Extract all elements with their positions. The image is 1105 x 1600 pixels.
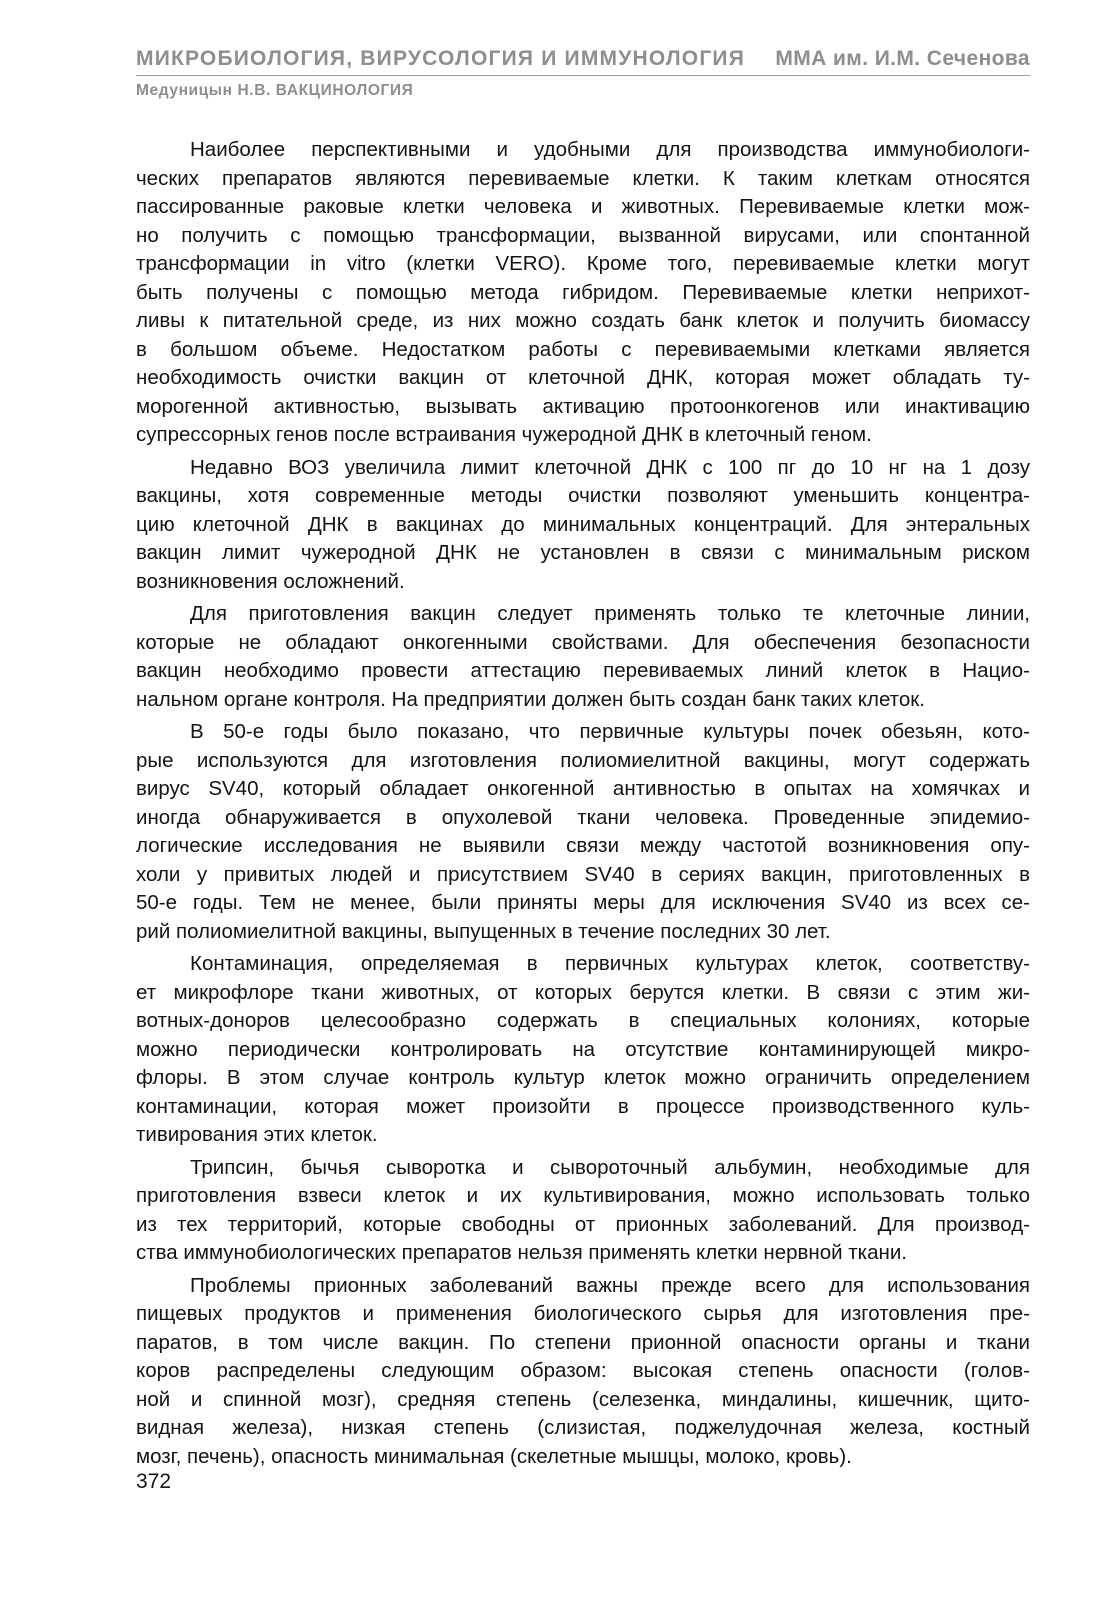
text-line: ливы к питательной среде, из них можно создать банк клеток и получить биомассу: [136, 309, 1030, 332]
text-line: быть получены с помощью метода гибридом. Перевиваемые клетки неприхот-: [136, 280, 1030, 304]
text-line: логические исследования не выявили связи между частотой возникновения опу-: [136, 834, 1030, 857]
paragraph: [136, 136, 1030, 450]
header-book-title: Медуницын Н.В. ВАКЦИНОЛОГИЯ: [136, 82, 414, 99]
text-line: пищевых продуктов и применения биологического сырья для изготовления пре-: [136, 1302, 1030, 1325]
text-line: флоры. В этом случае контроль культур клеток можно ограничить определением: [136, 1066, 1030, 1089]
text-line: морогенной активностью, вызывать активацию протоонкогенов или инактивацию: [136, 394, 1030, 418]
main-text: [136, 136, 1030, 1475]
paragraph: [136, 718, 1030, 946]
running-header: [136, 47, 1030, 100]
text-line: коров распределены следующим образом: высокая степень опасности (голов-: [136, 1359, 1030, 1382]
header-subject-title: МИКРОБИОЛОГИЯ, ВИРУСОЛОГИЯ И ИММУНОЛОГИЯ: [136, 47, 746, 70]
text-line: контаминации, которая может произойти в процессе производственного куль-: [136, 1094, 1030, 1118]
page-number: 372: [136, 1470, 172, 1493]
text-line: вирус SV40, который обладает онкогенной антивностью в опытах на хомячках и: [136, 777, 1030, 800]
text-line: ет микрофлоре ткани животных, от которых берутся клетки. В связи с этим жи-: [136, 980, 1030, 1004]
text-line: возникновения осложнений.: [136, 569, 405, 593]
text-line: Недавно ВОЗ увеличила лимит клеточной ДНК с 100 пг до 10 нг на 1 дозу: [190, 455, 1030, 479]
header-rule: [136, 47, 1030, 76]
text-line: пассированные раковые клетки человека и животных. Перевиваемые клетки мож-: [136, 195, 1030, 218]
text-line: Для приготовления вакцин следует применять только те клеточные линии,: [190, 602, 1030, 625]
text-line: рые используются для изготовления полиомиелитной вакцины, могут содержать: [136, 748, 1030, 772]
text-line: видная железа), низкая степень (слизистая, поджелудочная железа, костный: [136, 1416, 1030, 1439]
text-line: ства иммунобиологических препаратов нельзя применять клетки нервной ткани.: [136, 1241, 907, 1264]
text-line: которые не обладают онкогенными свойствами. Для обеспечения безопасности: [136, 630, 1030, 654]
text-line: рий полиомиелитной вакцины, выпущенных в течение последних 30 лет.: [136, 919, 831, 943]
text-line: Наиболее перспективными и удобными для производства иммунобиологи-: [190, 138, 1030, 161]
header-institution: ММА им. И.М. Сеченова: [775, 47, 1030, 70]
paragraph: [136, 1272, 1030, 1472]
text-line: ческих препаратов являются перевиваемые клетки. К таким клеткам относятся: [136, 166, 1030, 190]
text-line: тивирования этих клеток.: [136, 1123, 378, 1146]
text-line: В 50-е годы было показано, что первичные культуры почек обезьян, кото-: [190, 720, 1030, 743]
text-line: Трипсин, бычья сыворотка и сывороточный альбумин, необходимые для: [190, 1155, 1030, 1179]
text-line: вакцин лимит чужеродной ДНК не установлен в связи с минимальным риском: [136, 541, 1030, 564]
text-line: Проблемы прионных заболеваний важны прежде всего для использования: [190, 1273, 1030, 1297]
text-line: вакцины, хотя современные методы очистки позволяют уменьшить концентра-: [136, 484, 1030, 507]
text-line: но получить с помощью трансформации, вызванной вирусами, или спонтанной: [136, 223, 1030, 247]
text-line: в большом объеме. Недостатком работы с перевиваемыми клетками является: [136, 337, 1030, 361]
text-line: ной и спинной мозг), средняя степень (селезенка, миндалины, кишечник, щито-: [136, 1387, 1030, 1411]
text-line: необходимость очистки вакцин от клеточной ДНК, которая может обладать ту-: [136, 366, 1030, 389]
text-line: вотных-доноров целесообразно содержать в специальных колониях, которые: [136, 1009, 1030, 1032]
text-line: можно периодически контролировать на отсутствие контаминирующей микро-: [136, 1037, 1030, 1061]
text-line: Контаминация, определяемая в первичных культурах клеток, соответству-: [190, 952, 1030, 975]
text-line: супрессорных генов после встраивания чужеродной ДНК в клеточный геном.: [136, 423, 872, 446]
text-line: цию клеточной ДНК в вакцинах до минимальных концентраций. Для энтеральных: [136, 512, 1030, 536]
text-line: паратов, в том числе вакцин. По степени прионной опасности органы и ткани: [136, 1330, 1030, 1354]
text-line: вакцин необходимо провести аттестацию перевиваемых линий клеток в Нацио-: [136, 659, 1030, 682]
text-line: трансформации in vitro (клетки VERO). Кроме того, перевиваемые клетки могут: [136, 252, 1030, 275]
paragraph: [136, 950, 1030, 1150]
text-line: иногда обнаруживается в опухолевой ткани человека. Проведенные эпидемио-: [136, 805, 1030, 829]
text-line: из тех территорий, которые свободны от прионных заболеваний. Для производ-: [136, 1212, 1030, 1236]
paragraph: [136, 600, 1030, 714]
text-line: 50-е годы. Тем не менее, были приняты меры для исключения SV40 из всех се-: [136, 891, 1030, 914]
text-line: холи у привитых людей и присутствием SV40 в сериях вакцин, приготовленных в: [136, 862, 1030, 886]
paragraph: [136, 1154, 1030, 1268]
text-line: мозг, печень), опасность минимальная (скелетные мышцы, молоко, кровь).: [136, 1444, 852, 1468]
text-line: приготовления взвеси клеток и их культивирования, можно использовать только: [136, 1184, 1030, 1207]
text-line: нальном органе контроля. На предприятии должен быть создан банк таких клеток.: [136, 687, 925, 711]
paragraph: [136, 454, 1030, 597]
